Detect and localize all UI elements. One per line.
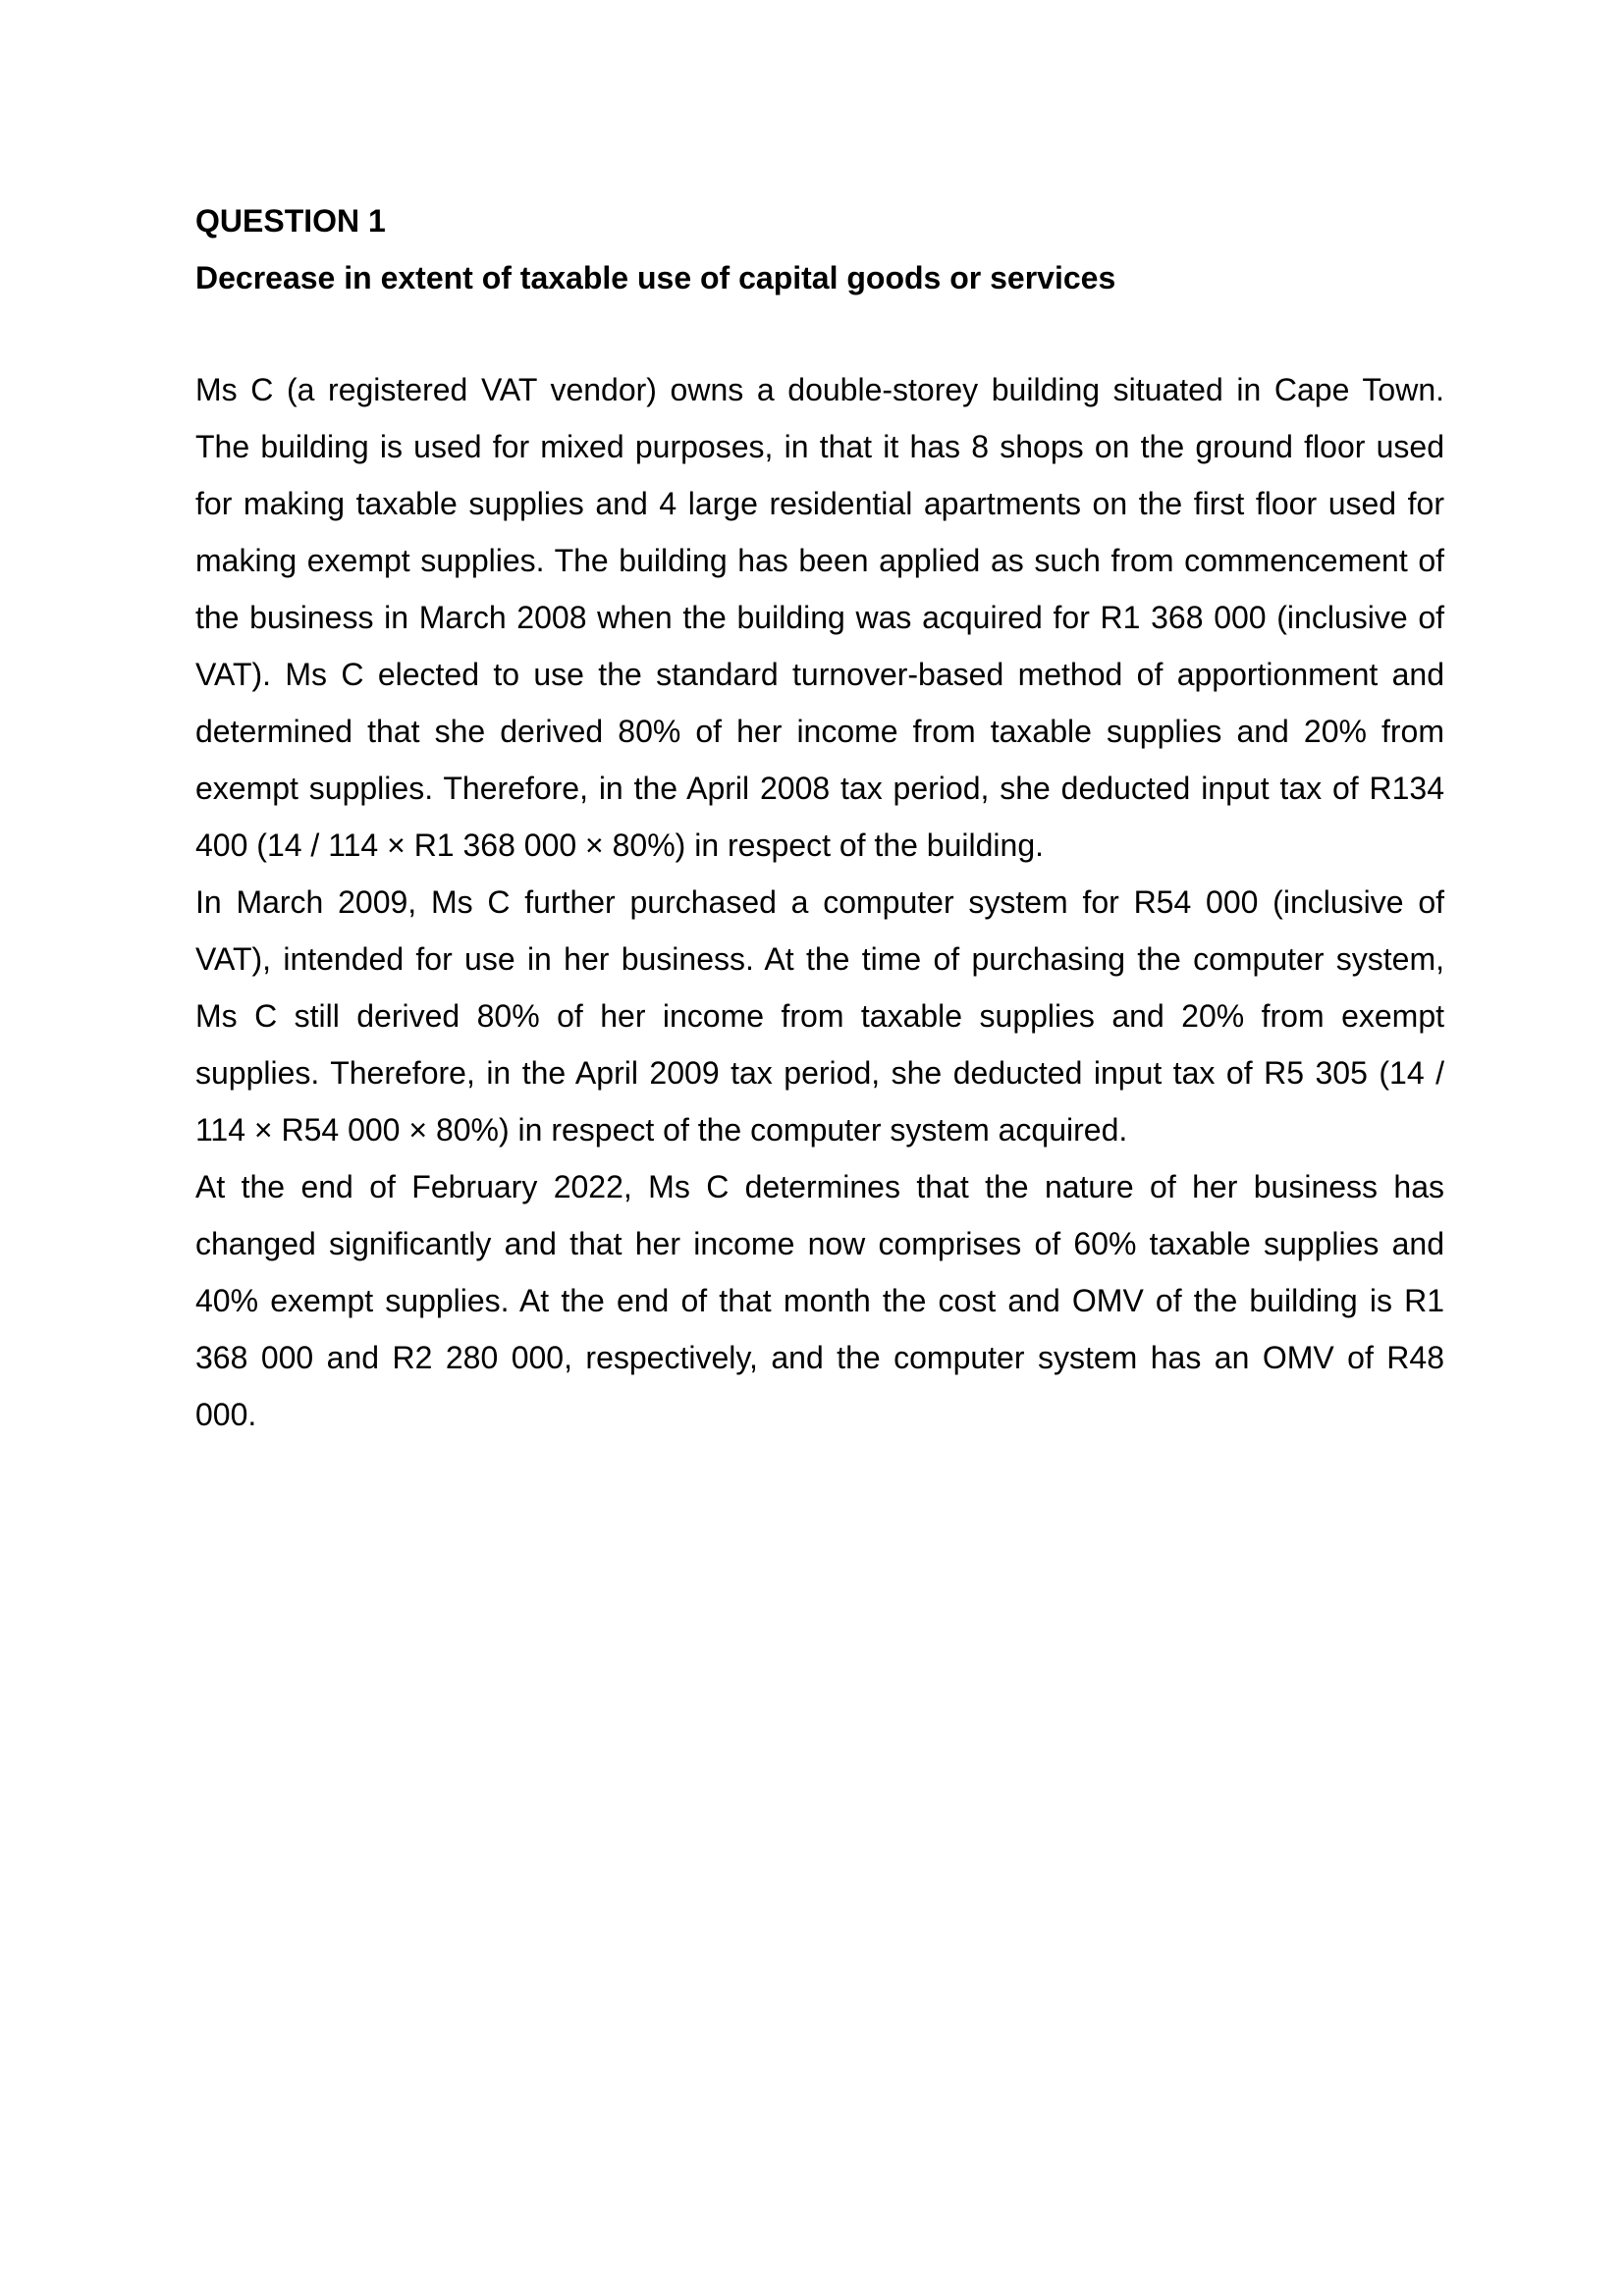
question-title: QUESTION 1 <box>195 203 386 239</box>
paragraph-change-of-use: At the end of February 2022, Ms C determines that the nature of her business has changed significantly and that her income now comprises of 60% taxable supplies and 40% exempt supplies. At the end of that month the cost and OMV of the building is R1 368 000 and R2 280 000, respectively, and the computer system has an OMV of R48 000. <box>195 1169 1444 1432</box>
spacer <box>195 306 1444 361</box>
paragraph-computer-system: In March 2009, Ms C further purchased a computer system for R54 000 (inclusive of VAT), intended for use in her business. At the time of purchasing the computer system, Ms C still derived 80% of her income from taxable supplies and 20% from exempt supplies. Therefore, in the April 2009 tax period, she deducted input tax of R5 305 (14 / 114 × R54 000 × 80%) in respect of the computer system acquired. <box>195 884 1444 1148</box>
document-page <box>195 192 1444 1443</box>
paragraph-building: Ms C (a registered VAT vendor) owns a double-storey building situated in Cape Town. The building is used for mixed purposes, in that it has 8 shops on the ground floor used for making taxable supplies and 4 large residential apartments on the first floor used for making exempt supplies. The building has been applied as such from commencement of the business in March 2008 when the building was acquired for R1 368 000 (inclusive of VAT). Ms C elected to use the standard turnover-based method of apportionment and determined that she derived 80% of her income from taxable supplies and 20% from exempt supplies. Therefore, in the April 2008 tax period, she deducted input tax of R134 400 (14 / 114 × R1 368 000 × 80%) in respect of the building. <box>195 372 1444 863</box>
question-subtitle: Decrease in extent of taxable use of capital goods or services <box>195 260 1116 295</box>
